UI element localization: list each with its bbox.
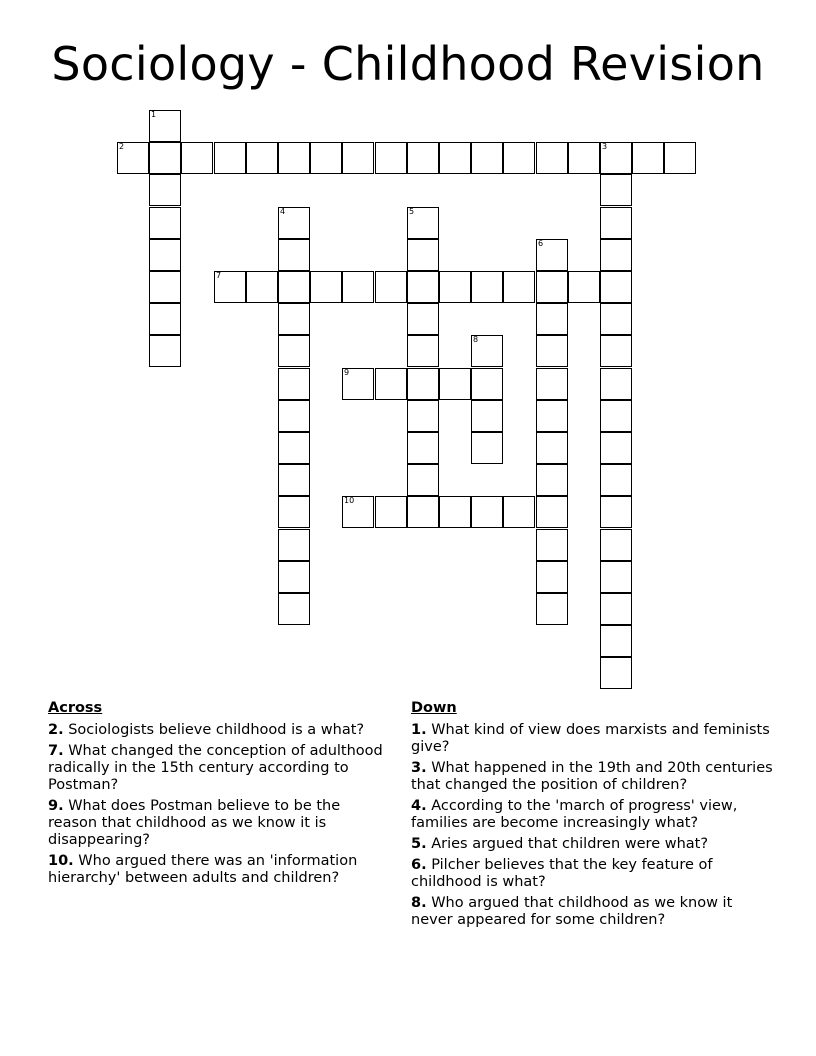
across-clues xyxy=(48,700,393,891)
across-clue xyxy=(48,798,393,849)
grid-cell[interactable] xyxy=(149,303,181,335)
cell-number: 10 xyxy=(344,496,355,505)
down-clue xyxy=(411,760,776,794)
grid-cell[interactable] xyxy=(471,335,503,367)
grid-cell[interactable] xyxy=(471,368,503,400)
grid-cell[interactable] xyxy=(439,496,471,528)
cell-number: 9 xyxy=(344,368,350,377)
grid-cell[interactable] xyxy=(600,657,632,689)
grid-cell[interactable] xyxy=(407,239,439,271)
cell-number: 7 xyxy=(216,271,222,280)
grid-cell[interactable] xyxy=(407,496,439,528)
grid-cell[interactable] xyxy=(214,142,246,174)
grid-cell[interactable] xyxy=(536,400,568,432)
grid-cell[interactable] xyxy=(600,529,632,561)
grid-cell[interactable] xyxy=(600,625,632,657)
grid-cell[interactable] xyxy=(536,335,568,367)
grid-cell[interactable] xyxy=(278,207,310,239)
grid-cell[interactable] xyxy=(600,142,632,174)
cell-number: 3 xyxy=(602,142,608,151)
grid-cell[interactable] xyxy=(471,142,503,174)
grid-cell[interactable] xyxy=(278,400,310,432)
grid-cell[interactable] xyxy=(600,207,632,239)
grid-cell[interactable] xyxy=(117,142,149,174)
grid-cell[interactable] xyxy=(149,110,181,142)
clue-text: What kind of view does marxists and feminists give? xyxy=(411,722,770,755)
grid-cell[interactable] xyxy=(407,142,439,174)
grid-cell[interactable] xyxy=(149,174,181,206)
down-heading: Down xyxy=(411,700,457,716)
grid-cell[interactable] xyxy=(600,303,632,335)
grid-cell[interactable] xyxy=(536,368,568,400)
grid-cell[interactable] xyxy=(407,368,439,400)
grid-cell[interactable] xyxy=(536,464,568,496)
cell-number: 2 xyxy=(119,142,125,151)
grid-cell[interactable] xyxy=(149,271,181,303)
clue-number: 4. xyxy=(411,798,427,814)
grid-cell[interactable] xyxy=(214,271,246,303)
grid-cell[interactable] xyxy=(310,271,342,303)
grid-cell[interactable] xyxy=(278,142,310,174)
clue-text: Who argued that childhood as we know it never appeared for some children? xyxy=(411,895,733,928)
grid-cell[interactable] xyxy=(278,464,310,496)
grid-cell[interactable] xyxy=(600,400,632,432)
grid-cell[interactable] xyxy=(278,368,310,400)
clue-text: According to the 'march of progress' view, families are become increasingly what? xyxy=(411,798,738,831)
grid-cell[interactable] xyxy=(471,496,503,528)
down-clues xyxy=(411,700,776,933)
clue-text: Who argued there was an 'information hierarchy' between adults and children? xyxy=(48,853,358,886)
grid-cell[interactable] xyxy=(278,239,310,271)
grid-cell[interactable] xyxy=(278,335,310,367)
grid-cell[interactable] xyxy=(278,561,310,593)
grid-cell[interactable] xyxy=(471,271,503,303)
clue-text: Pilcher believes that the key feature of childhood is what? xyxy=(411,857,713,890)
clue-number: 5. xyxy=(411,836,427,852)
down-clue xyxy=(411,722,776,756)
grid-cell[interactable] xyxy=(568,142,600,174)
clue-number: 3. xyxy=(411,760,427,776)
grid-cell[interactable] xyxy=(439,142,471,174)
clue-number: 7. xyxy=(48,743,64,759)
grid-cell[interactable] xyxy=(471,400,503,432)
grid-cell[interactable] xyxy=(310,142,342,174)
grid-cell[interactable] xyxy=(149,239,181,271)
grid-cell[interactable] xyxy=(536,303,568,335)
grid-cell[interactable] xyxy=(375,142,407,174)
clue-text: What does Postman believe to be the reason that childhood as we know it is disappearing? xyxy=(48,798,341,848)
grid-cell[interactable] xyxy=(375,368,407,400)
grid-cell[interactable] xyxy=(278,593,310,625)
across-clue xyxy=(48,853,393,887)
grid-cell[interactable] xyxy=(536,239,568,271)
across-clue xyxy=(48,722,393,739)
grid-cell[interactable] xyxy=(600,335,632,367)
grid-cell[interactable] xyxy=(407,335,439,367)
grid-cell[interactable] xyxy=(568,271,600,303)
down-clue xyxy=(411,857,776,891)
across-clue xyxy=(48,743,393,794)
grid-cell[interactable] xyxy=(342,142,374,174)
grid-cell[interactable] xyxy=(600,271,632,303)
grid-cell[interactable] xyxy=(342,496,374,528)
grid-cell[interactable] xyxy=(407,432,439,464)
grid-cell[interactable] xyxy=(375,271,407,303)
across-heading: Across xyxy=(48,700,103,716)
grid-cell[interactable] xyxy=(503,271,535,303)
grid-cell[interactable] xyxy=(278,496,310,528)
grid-cell[interactable] xyxy=(246,271,278,303)
grid-cell[interactable] xyxy=(536,432,568,464)
grid-cell[interactable] xyxy=(407,400,439,432)
grid-cell[interactable] xyxy=(600,496,632,528)
grid-cell[interactable] xyxy=(407,207,439,239)
grid-cell[interactable] xyxy=(536,496,568,528)
grid-cell[interactable] xyxy=(407,271,439,303)
grid-cell[interactable] xyxy=(536,593,568,625)
grid-cell[interactable] xyxy=(600,432,632,464)
grid-cell[interactable] xyxy=(600,593,632,625)
grid-cell[interactable] xyxy=(149,207,181,239)
cell-number: 5 xyxy=(409,207,415,216)
cell-number: 8 xyxy=(473,335,479,344)
grid-cell[interactable] xyxy=(246,142,278,174)
page-title: Sociology - Childhood Revision xyxy=(51,37,765,91)
grid-cell[interactable] xyxy=(375,496,407,528)
grid-cell[interactable] xyxy=(149,335,181,367)
grid-cell[interactable] xyxy=(600,561,632,593)
cell-number: 6 xyxy=(538,239,544,248)
grid-cell[interactable] xyxy=(536,529,568,561)
clue-text: Aries argued that children were what? xyxy=(431,836,709,852)
grid-cell[interactable] xyxy=(181,142,213,174)
grid-cell[interactable] xyxy=(439,271,471,303)
grid-cell[interactable] xyxy=(536,561,568,593)
grid-cell[interactable] xyxy=(503,142,535,174)
clue-text: What changed the conception of adulthood radically in the 15th century according to Postman? xyxy=(48,743,383,793)
clue-text: What happened in the 19th and 20th centuries that changed the position of children? xyxy=(411,760,773,793)
grid-cell[interactable] xyxy=(536,142,568,174)
clue-number: 9. xyxy=(48,798,64,814)
grid-cell[interactable] xyxy=(342,271,374,303)
grid-cell[interactable] xyxy=(600,368,632,400)
grid-cell[interactable] xyxy=(439,368,471,400)
grid-cell[interactable] xyxy=(278,303,310,335)
grid-cell[interactable] xyxy=(600,239,632,271)
clue-number: 10. xyxy=(48,853,74,869)
grid-cell[interactable] xyxy=(600,464,632,496)
grid-cell[interactable] xyxy=(342,368,374,400)
clue-text: Sociologists believe childhood is a what? xyxy=(68,722,365,738)
down-clue xyxy=(411,836,776,853)
grid-cell[interactable] xyxy=(632,142,664,174)
grid-cell[interactable] xyxy=(278,529,310,561)
down-clue xyxy=(411,798,776,832)
grid-cell[interactable] xyxy=(407,464,439,496)
grid-cell[interactable] xyxy=(407,303,439,335)
down-clue xyxy=(411,895,776,929)
clue-number: 8. xyxy=(411,895,427,911)
clue-number: 2. xyxy=(48,722,64,738)
grid-cell[interactable] xyxy=(503,496,535,528)
cell-number: 4 xyxy=(280,207,286,216)
clue-number: 1. xyxy=(411,722,427,738)
cell-number: 1 xyxy=(151,110,157,119)
grid-cell[interactable] xyxy=(149,142,181,174)
grid-cell[interactable] xyxy=(536,271,568,303)
grid-cell[interactable] xyxy=(278,432,310,464)
grid-cell[interactable] xyxy=(471,432,503,464)
grid-cell[interactable] xyxy=(664,142,696,174)
clue-number: 6. xyxy=(411,857,427,873)
grid-cell[interactable] xyxy=(600,174,632,206)
grid-cell[interactable] xyxy=(278,271,310,303)
